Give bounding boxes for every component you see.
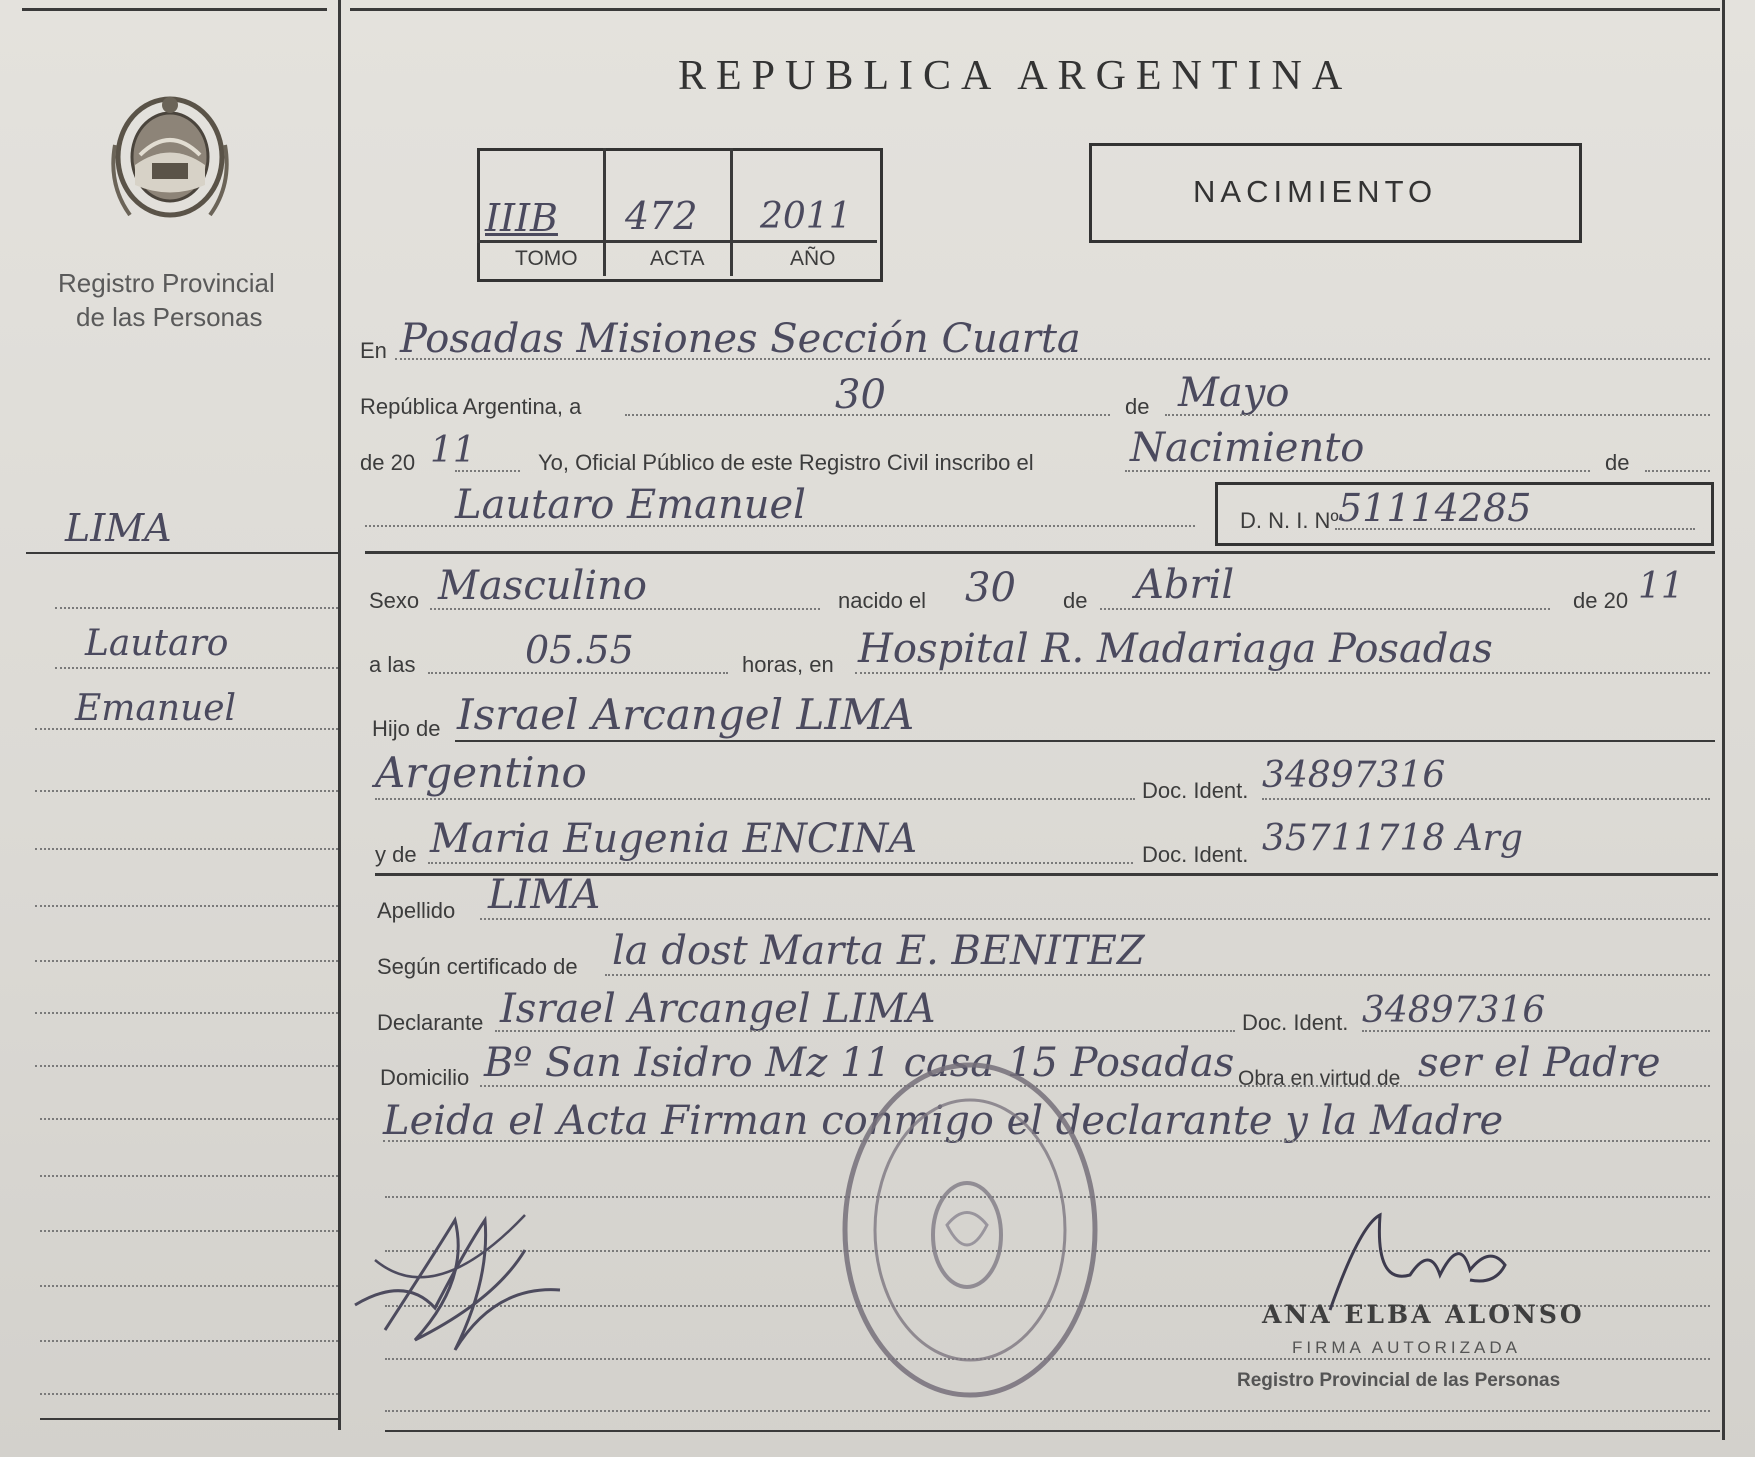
margin-dots-1 bbox=[55, 607, 338, 609]
declarante-name: Israel Arcangel LIMA bbox=[500, 986, 936, 1032]
father-doc-label: Doc. Ident. bbox=[1142, 778, 1249, 803]
blank-dots-5 bbox=[385, 1410, 1710, 1412]
birth-month: Abril bbox=[1135, 562, 1235, 608]
margin-dots-13 bbox=[40, 1285, 338, 1287]
margin-rule-1 bbox=[26, 552, 338, 554]
place-value: Posadas Misiones Sección Cuarta bbox=[400, 316, 1081, 362]
horas-label: horas, en bbox=[742, 652, 834, 677]
de-dots-2 bbox=[1645, 470, 1710, 472]
republica-label: República Argentina, a bbox=[360, 394, 582, 419]
registry-name-line2: de las Personas bbox=[76, 302, 263, 332]
de20-label-2: de 20 bbox=[1573, 588, 1629, 613]
declarante-doc-label: Doc. Ident. bbox=[1242, 1010, 1349, 1035]
ref-label-rule bbox=[477, 240, 877, 243]
margin-dots-10 bbox=[40, 1118, 338, 1120]
apellido-value: LIMA bbox=[488, 872, 601, 918]
certificate-dots bbox=[605, 974, 1710, 976]
birth-time: 05.55 bbox=[525, 628, 634, 672]
acta-value: 472 bbox=[625, 194, 698, 238]
apellido-label: Apellido bbox=[377, 898, 456, 923]
en-label: En bbox=[360, 338, 387, 363]
act-type-value: Nacimiento bbox=[1130, 425, 1365, 471]
certificate-by: la dost Marta E. BENITEZ bbox=[612, 928, 1145, 974]
yo-label: Yo, Oficial Público de este Registro Civil inscribo el bbox=[538, 450, 1034, 475]
section-rule-1 bbox=[365, 551, 1715, 554]
de-label-3: de bbox=[1063, 588, 1088, 613]
registry-stamp-icon bbox=[835, 1050, 1105, 1410]
record-type-title: NACIMIENTO bbox=[1193, 174, 1438, 209]
segun-label: Según certificado de bbox=[377, 954, 578, 979]
mother-doc-label: Doc. Ident. bbox=[1142, 842, 1249, 867]
right-margin-rule bbox=[1722, 0, 1725, 1440]
nationality-dots bbox=[375, 798, 1135, 800]
mother-name-dots bbox=[428, 862, 1133, 864]
ref-divider-1 bbox=[603, 148, 606, 276]
dni-dots bbox=[1335, 528, 1695, 530]
declarante-label: Declarante bbox=[377, 1010, 484, 1035]
tomo-label: TOMO bbox=[515, 247, 578, 270]
tomo-value: IIIB bbox=[485, 196, 558, 240]
year-dots bbox=[455, 470, 520, 472]
country-title: REPUBLICA ARGENTINA bbox=[678, 53, 1353, 99]
margin-dots-7 bbox=[35, 960, 338, 962]
sexo-value: Masculino bbox=[438, 563, 647, 609]
birth-year-suffix: 11 bbox=[1638, 566, 1684, 607]
domicilio-label: Domicilio bbox=[380, 1065, 470, 1090]
dni-label: D. N. I. Nº bbox=[1240, 508, 1339, 533]
top-rule-right bbox=[350, 8, 1720, 11]
top-rule-left bbox=[22, 8, 327, 11]
child-name-dots bbox=[365, 525, 1195, 527]
mother-name: Maria Eugenia ENCINA bbox=[430, 816, 918, 862]
birth-place-dots bbox=[855, 672, 1710, 674]
place-dots bbox=[395, 358, 1710, 360]
declarante-dots bbox=[495, 1030, 1235, 1032]
father-nationality: Argentino bbox=[375, 748, 587, 797]
month-value: Mayo bbox=[1178, 370, 1290, 416]
sexo-label: Sexo bbox=[369, 588, 420, 613]
birth-month-dots bbox=[1100, 608, 1550, 610]
margin-dots-15 bbox=[40, 1393, 338, 1395]
margin-dots-11 bbox=[40, 1175, 338, 1177]
official-name: ANA ELBA ALONSO bbox=[1262, 1300, 1585, 1329]
margin-dots-12 bbox=[40, 1230, 338, 1232]
father-name-rule bbox=[455, 740, 1715, 742]
day-value: 30 bbox=[835, 372, 886, 418]
margin-dots-3 bbox=[35, 728, 338, 730]
alas-label: a las bbox=[369, 652, 416, 677]
margin-dots-6 bbox=[35, 905, 338, 907]
de20-label: de 20 bbox=[360, 450, 416, 475]
margin-dots-5 bbox=[35, 848, 338, 850]
bottom-rule bbox=[385, 1430, 1720, 1432]
nacido-label: nacido el bbox=[838, 588, 927, 613]
acta-label: ACTA bbox=[650, 247, 705, 270]
obra-label: Obra en virtud de bbox=[1238, 1067, 1401, 1090]
month-dots bbox=[1165, 414, 1710, 416]
margin-dots-8 bbox=[35, 1012, 338, 1014]
birth-day: 30 bbox=[965, 565, 1016, 611]
anio-label: AÑO bbox=[790, 247, 836, 270]
margin-dots-14 bbox=[40, 1340, 338, 1342]
margin-dots-2 bbox=[55, 667, 338, 669]
official-registry: Registro Provincial de las Personas bbox=[1237, 1370, 1561, 1391]
margin-surname: LIMA bbox=[65, 506, 172, 550]
official-role: FIRMA AUTORIZADA bbox=[1292, 1338, 1521, 1357]
child-name: Lautaro Emanuel bbox=[455, 482, 806, 528]
declarante-doc-value: 34897316 bbox=[1362, 990, 1546, 1031]
year-suffix: 11 bbox=[430, 430, 476, 471]
de-label: de bbox=[1125, 394, 1150, 419]
closing-line: Leida el Acta Firman conmigo el declarante y la Madre bbox=[383, 1098, 1504, 1144]
declarante-doc-dots bbox=[1362, 1030, 1710, 1032]
yde-label: y de bbox=[375, 842, 417, 867]
father-name: Israel Arcangel LIMA bbox=[457, 690, 915, 739]
act-type-dots bbox=[1125, 470, 1590, 472]
apellido-dots bbox=[480, 918, 1710, 920]
father-doc-dots bbox=[1262, 798, 1710, 800]
margin-rule-bottom bbox=[40, 1418, 338, 1420]
declarant-signature-icon bbox=[345, 1190, 575, 1370]
margin-given-name-1: Lautaro bbox=[85, 623, 229, 664]
day-dots bbox=[625, 414, 1110, 416]
domicilio-value: Bº San Isidro Mz 11 casa 15 Posadas bbox=[484, 1040, 1235, 1086]
margin-dots-9 bbox=[35, 1065, 338, 1067]
birth-time-dots bbox=[428, 672, 728, 674]
anio-value: 2011 bbox=[760, 196, 852, 237]
obra-value: ser el Padre bbox=[1418, 1040, 1661, 1086]
registry-name-line1: Registro Provincial bbox=[58, 268, 275, 298]
margin-given-name-2: Emanuel bbox=[75, 688, 237, 729]
birth-place: Hospital R. Madariaga Posadas bbox=[858, 626, 1493, 672]
father-doc-value: 34897316 bbox=[1262, 755, 1446, 796]
hijo-label: Hijo de bbox=[372, 716, 441, 741]
margin-dots-4 bbox=[35, 790, 338, 792]
sexo-dots bbox=[430, 608, 820, 610]
left-margin-rule bbox=[338, 0, 341, 1430]
mother-doc-value: 35711718 Arg bbox=[1262, 818, 1523, 859]
de-label-2: de bbox=[1605, 450, 1630, 475]
dni-value: 51114285 bbox=[1338, 486, 1532, 530]
ref-divider-2 bbox=[730, 148, 733, 276]
provincial-emblem-icon bbox=[100, 85, 240, 240]
